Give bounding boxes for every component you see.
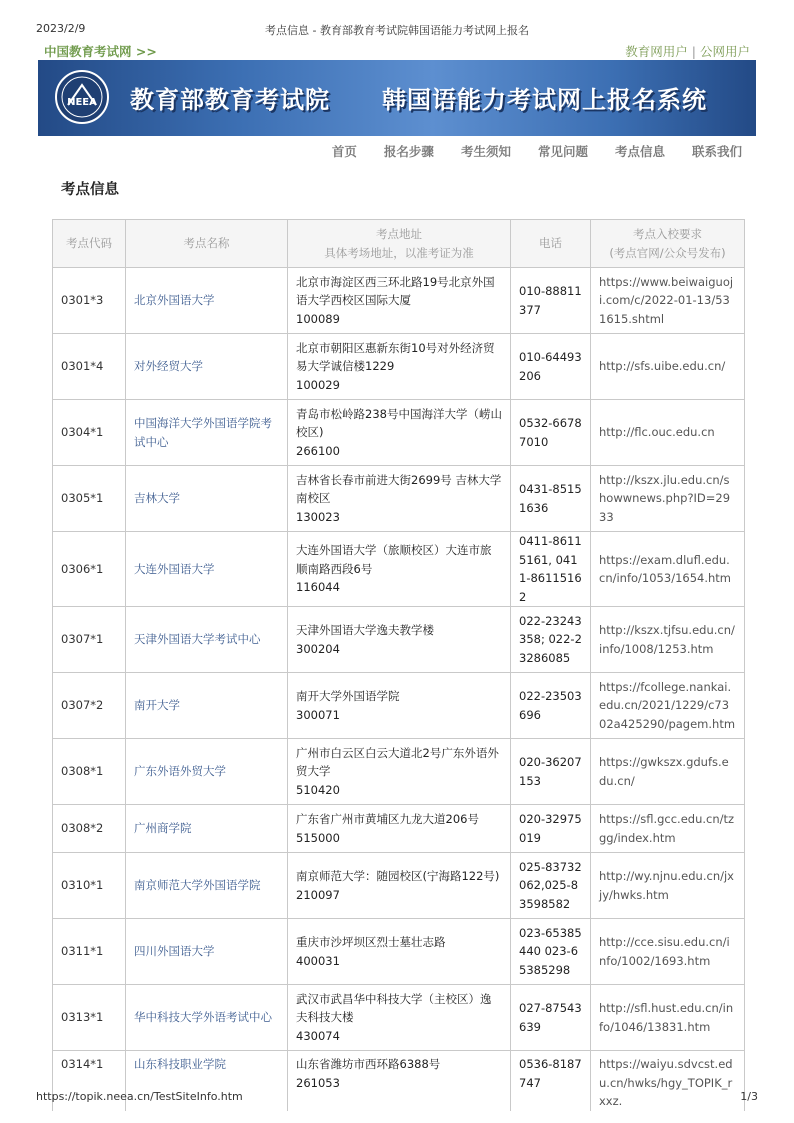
header-req-title: 考点入校要求 — [633, 227, 702, 241]
site-address — [288, 919, 511, 985]
postcode: 300204 — [296, 641, 340, 656]
postcode: 261053 — [296, 1075, 340, 1090]
site-code: 0307*1 — [53, 607, 126, 673]
menu-item-steps[interactable]: 报名步骤 — [383, 144, 434, 159]
site-address — [288, 607, 511, 673]
site-name[interactable]: 对外经贸大学 — [126, 334, 288, 400]
address-text: 北京市朝阳区惠新东街10号对外经济贸易大学诚信楼1229 — [296, 340, 495, 374]
postcode: 116044 — [296, 580, 340, 595]
site-phone: 0532-66787010 — [511, 400, 591, 466]
site-url[interactable]: http://kszx.jlu.edu.cn/showwnews.php?ID=2933 — [591, 466, 745, 532]
table-row — [53, 334, 745, 400]
menu-item-faq[interactable]: 常见问题 — [537, 144, 588, 159]
site-address — [288, 853, 511, 919]
site-code: 0308*2 — [53, 805, 126, 853]
neea-logo-icon — [54, 69, 110, 125]
user-links-separator: | — [691, 44, 696, 59]
site-url[interactable]: https://waiyu.sdvcst.edu.cn/hwks/hgy_TOPIK_rxxz. — [591, 1051, 745, 1111]
logo-text: NEEA — [67, 97, 97, 108]
site-address — [288, 334, 511, 400]
site-address — [288, 805, 511, 853]
site-code: 0301*4 — [53, 334, 126, 400]
table-row — [53, 739, 745, 805]
menu-item-home[interactable]: 首页 — [331, 144, 357, 159]
postcode: 100029 — [296, 377, 340, 392]
site-phone: 020-36207153 — [511, 739, 591, 805]
address-text: 武汉市武昌华中科技大学（主校区）逸夫科技大楼 — [296, 991, 492, 1025]
address-text: 北京市海淀区西三环北路19号北京外国语大学西校区国际大厦 — [296, 274, 495, 308]
site-address — [288, 985, 511, 1051]
site-code: 0310*1 — [53, 853, 126, 919]
site-code: 0306*1 — [53, 532, 126, 607]
site-name[interactable]: 南京师范大学外国语学院 — [126, 853, 288, 919]
site-phone: 025-83732062,025-83598582 — [511, 853, 591, 919]
site-code: 0305*1 — [53, 466, 126, 532]
header-address — [288, 220, 511, 268]
postcode: 130023 — [296, 509, 340, 524]
site-name[interactable]: 大连外国语大学 — [126, 532, 288, 607]
site-name[interactable]: 广东外语外贸大学 — [126, 739, 288, 805]
site-phone: 023-65385440 023-65385298 — [511, 919, 591, 985]
org-title: 教育部教育考试院 — [130, 86, 330, 114]
postcode: 430074 — [296, 1028, 340, 1043]
table-row — [53, 532, 745, 607]
site-banner — [38, 60, 756, 136]
table-row — [53, 673, 745, 739]
postcode: 515000 — [296, 830, 340, 845]
header-address-title: 考点地址 — [376, 227, 422, 241]
site-name[interactable]: 山东科技职业学院 — [126, 1051, 288, 1111]
address-text: 青岛市松岭路238号中国海洋大学（崂山校区) — [296, 406, 502, 440]
site-phone: 022-23243358; 022-23286085 — [511, 607, 591, 673]
site-phone: 010-64493206 — [511, 334, 591, 400]
section-title: 考点信息 — [61, 182, 119, 198]
header-address-note: 具体考场地址，以准考证为准 — [324, 245, 474, 260]
site-phone: 0411-86115161, 0411-86115162 — [511, 532, 591, 607]
site-phone: 010-88811377 — [511, 268, 591, 334]
address-text: 山东省潍坊市西环路6388号 — [296, 1057, 441, 1071]
site-url[interactable]: http://kszx.tjfsu.edu.cn/info/1008/1253.htm — [591, 607, 745, 673]
site-phone: 027-87543639 — [511, 985, 591, 1051]
postcode: 100089 — [296, 311, 340, 326]
site-code: 0308*1 — [53, 739, 126, 805]
site-phone: 0536-8187747 — [511, 1051, 591, 1111]
postcode: 510420 — [296, 782, 340, 797]
address-text: 天津外国语大学逸夫教学楼 — [296, 623, 434, 637]
site-address — [288, 466, 511, 532]
home-site-link[interactable]: 中国教育考试网 >> — [44, 44, 157, 59]
site-name[interactable]: 天津外国语大学考试中心 — [126, 607, 288, 673]
site-url[interactable]: http://sfl.hust.edu.cn/info/1046/13831.htm — [591, 985, 745, 1051]
site-name[interactable]: 北京外国语大学 — [126, 268, 288, 334]
site-code: 0311*1 — [53, 919, 126, 985]
table-row — [53, 607, 745, 673]
menu-item-test-sites[interactable]: 考点信息 — [614, 144, 665, 159]
table-row — [53, 985, 745, 1051]
address-text: 吉林省长春市前进大街2699号 吉林大学南校区 — [296, 472, 502, 506]
print-page-title: 考点信息 - 教育部教育考试院韩国语能力考试网上报名 — [265, 24, 529, 37]
site-phone: 0431-85151636 — [511, 466, 591, 532]
edu-user-link[interactable]: 教育网用户 — [625, 44, 688, 59]
header-req-note: (考点官网/公众号发布) — [609, 245, 726, 260]
site-address — [288, 673, 511, 739]
site-name[interactable]: 华中科技大学外语考试中心 — [126, 985, 288, 1051]
site-code: 0307*2 — [53, 673, 126, 739]
table-row — [53, 805, 745, 853]
site-code: 0314*1 — [53, 1051, 126, 1111]
postcode: 300071 — [296, 707, 340, 722]
site-url[interactable]: https://exam.dlufl.edu.cn/info/1053/1654.htm — [591, 532, 745, 607]
print-date: 2023/2/9 — [36, 22, 86, 35]
site-name[interactable]: 中国海洋大学外国语学院考试中心 — [126, 400, 288, 466]
header-phone: 电话 — [511, 220, 591, 268]
postcode: 266100 — [296, 443, 340, 458]
address-text: 广东省广州市黄埔区九龙大道206号 — [296, 812, 479, 826]
site-name[interactable]: 吉林大学 — [126, 466, 288, 532]
site-name[interactable]: 四川外国语大学 — [126, 919, 288, 985]
postcode: 210097 — [296, 887, 340, 902]
site-code: 0304*1 — [53, 400, 126, 466]
system-title: 韩国语能力考试网上报名系统 — [382, 86, 707, 114]
site-url[interactable]: http://flc.ouc.edu.cn — [591, 400, 745, 466]
header-code: 考点代码 — [53, 220, 126, 268]
postcode: 400031 — [296, 953, 340, 968]
site-url[interactable]: http://cce.sisu.edu.cn/info/1002/1693.htm — [591, 919, 745, 985]
user-links — [625, 42, 750, 60]
public-user-link[interactable]: 公网用户 — [699, 44, 750, 59]
site-phone: 020-32975019 — [511, 805, 591, 853]
site-name[interactable]: 广州商学院 — [126, 805, 288, 853]
test-sites-table — [52, 219, 745, 1111]
header-name: 考点名称 — [126, 220, 288, 268]
site-url[interactable]: https://fcollege.nankai.edu.cn/2021/1229/c7302a425290/pagem.htm — [591, 673, 745, 739]
site-code: 0301*3 — [53, 268, 126, 334]
site-url[interactable]: https://gwkszx.gdufs.edu.cn/ — [591, 739, 745, 805]
site-url[interactable]: https://sfl.gcc.edu.cn/tzgg/index.htm — [591, 805, 745, 853]
site-address — [288, 532, 511, 607]
site-address — [288, 739, 511, 805]
menu-item-contact[interactable]: 联系我们 — [691, 144, 742, 159]
site-code: 0313*1 — [53, 985, 126, 1051]
site-url[interactable]: http://sfs.uibe.edu.cn/ — [591, 334, 745, 400]
address-text: 广州市白云区白云大道北2号广东外语外贸大学 — [296, 745, 499, 779]
menu-item-notice[interactable]: 考生须知 — [460, 144, 511, 159]
address-text: 大连外国语大学（旅顺校区）大连市旅顺南路西段6号 — [296, 543, 492, 576]
main-menu — [332, 142, 742, 160]
print-page-number: 1/3 — [740, 1090, 758, 1103]
site-address — [288, 268, 511, 334]
address-text: 重庆市沙坪坝区烈士墓壮志路 — [296, 935, 446, 949]
table-header-row — [53, 220, 745, 268]
table-row — [53, 919, 745, 985]
table-row — [53, 853, 745, 919]
site-address — [288, 1051, 511, 1111]
table-row — [53, 466, 745, 532]
print-footer-url: https://topik.neea.cn/TestSiteInfo.htm — [36, 1090, 243, 1103]
site-phone: 022-23503696 — [511, 673, 591, 739]
table-row — [53, 268, 745, 334]
address-text: 南京师范大学：随园校区(宁海路122号) — [296, 869, 500, 883]
site-url[interactable]: https://www.beiwaiguoji.com/c/2022-01-13/531615.shtml — [591, 268, 745, 334]
address-text: 南开大学外国语学院 — [296, 689, 400, 703]
header-requirements — [591, 220, 745, 268]
table-row — [53, 400, 745, 466]
site-url[interactable]: http://wy.njnu.edu.cn/jxjy/hwks.htm — [591, 853, 745, 919]
site-address — [288, 400, 511, 466]
site-name[interactable]: 南开大学 — [126, 673, 288, 739]
